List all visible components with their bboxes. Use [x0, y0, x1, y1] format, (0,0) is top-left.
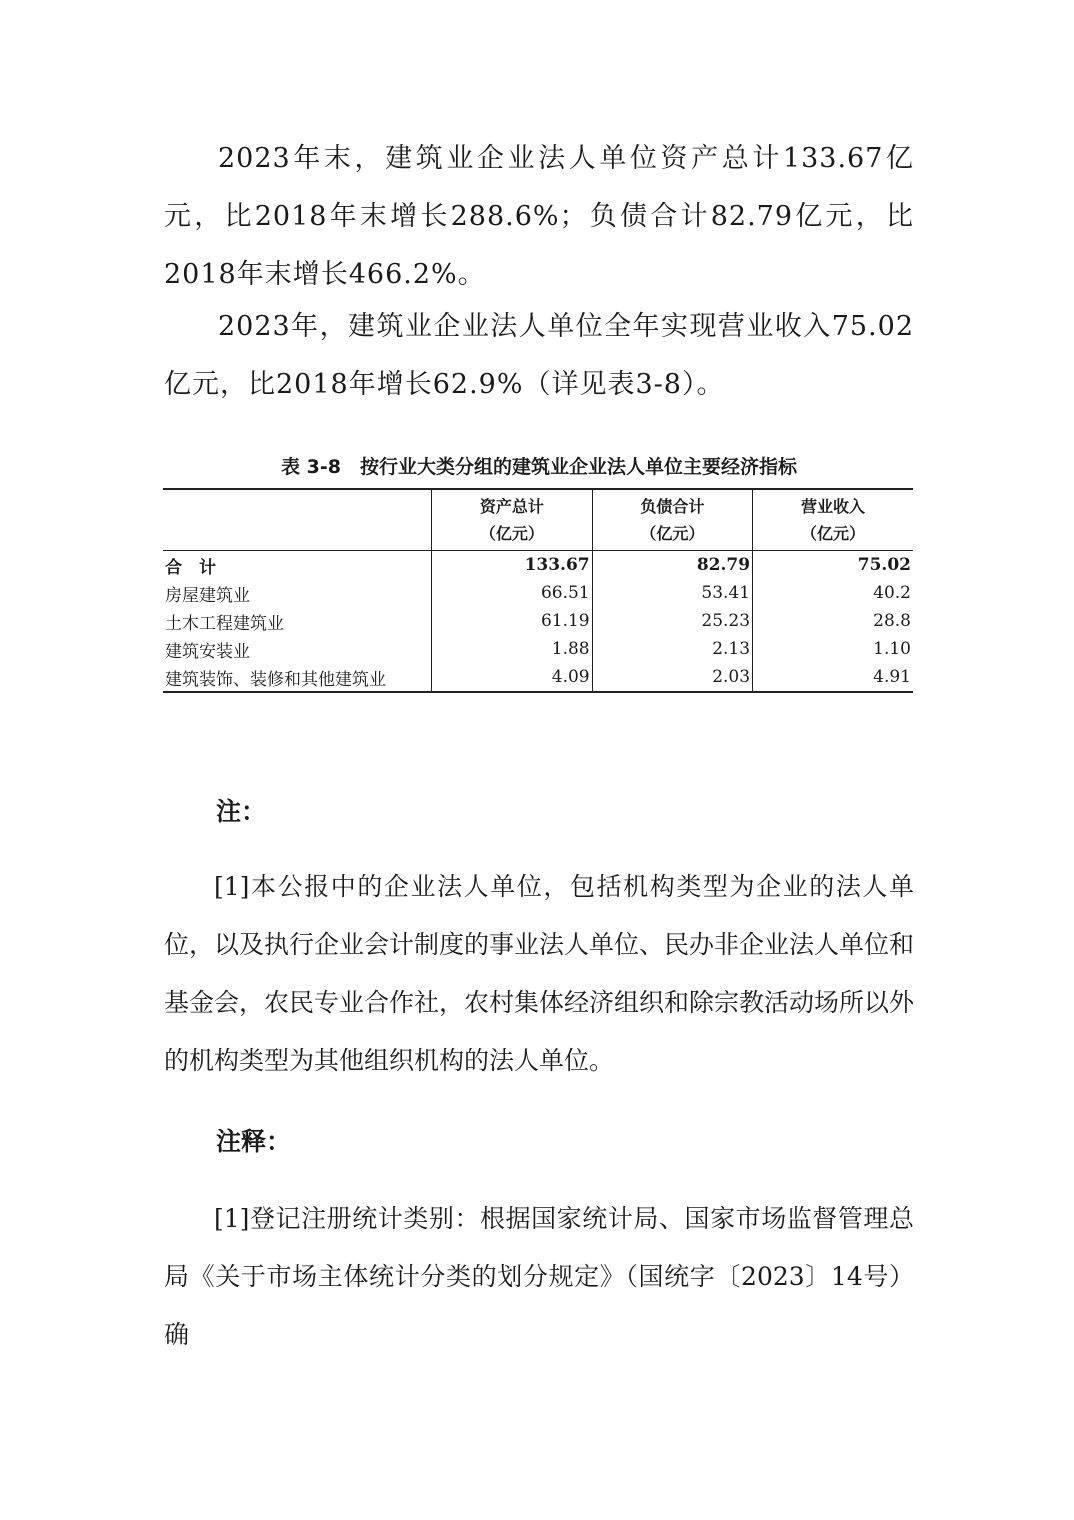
table-row-total	[163, 551, 913, 580]
explanation-item: [1]登记注册统计类别：根据国家统计局、国家市场监督管理总局《关于市场主体统计分类的划分规定》（国统字〔2023〕14号）确	[164, 1204, 914, 1349]
header-assets-unit: （亿元）	[479, 524, 544, 543]
header-assets	[432, 489, 592, 551]
table-row	[163, 635, 913, 663]
header-revenue	[753, 489, 913, 551]
row-label: 合 计	[165, 557, 216, 578]
cell-revenue: 28.8	[753, 607, 913, 635]
cell-liabilities: 25.23	[592, 607, 752, 635]
cell-assets: 66.51	[432, 579, 592, 607]
cell-revenue: 40.2	[753, 579, 913, 607]
header-assets-name: 资产总计	[479, 497, 544, 516]
table-row	[163, 663, 913, 692]
cell-assets: 1.88	[432, 635, 592, 663]
row-label: 建筑安装业	[165, 641, 250, 662]
header-liabilities-name: 负债合计	[640, 497, 705, 516]
economic-indicators-table	[163, 488, 913, 693]
header-liabilities	[592, 489, 752, 551]
header-blank-cell	[163, 489, 432, 551]
cell-liabilities: 2.13	[592, 635, 752, 663]
table-row	[163, 579, 913, 607]
cell-revenue: 4.91	[753, 663, 913, 692]
table-header-row	[163, 489, 913, 551]
cell-revenue: 75.02	[753, 551, 913, 580]
table-title: 表 3-8 按行业大类分组的建筑业企业法人单位主要经济指标	[281, 456, 797, 478]
cell-assets: 4.09	[432, 663, 592, 692]
note-item: [1]本公报中的企业法人单位，包括机构类型为企业的法人单位，以及执行企业会计制度的事业法人单位、民办非企业法人单位和基金会，农民专业合作社，农村集体经济组织和除宗教活动场所以外的机构类型为其他组织机构的法人单位。	[164, 872, 915, 1075]
cell-revenue: 1.10	[753, 635, 913, 663]
table-row	[163, 607, 913, 635]
paragraph-revenue: 2023年，建筑业企业法人单位全年实现营业收入75.02亿元，比2018年增长62.9%（详见表3-8）。	[164, 311, 914, 400]
header-revenue-unit: （亿元）	[801, 524, 866, 543]
paragraph-assets-liabilities: 2023年末，建筑业企业法人单位资产总计133.67亿元，比2018年末增长288.6%；负债合计82.79亿元，比2018年末增长466.2%。	[164, 143, 914, 290]
notes-heading: 注：	[216, 797, 267, 826]
cell-assets: 133.67	[432, 551, 592, 580]
cell-assets: 61.19	[432, 607, 592, 635]
cell-liabilities: 2.03	[592, 663, 752, 692]
header-revenue-name: 营业收入	[801, 497, 866, 516]
row-label: 建筑装饰、装修和其他建筑业	[165, 669, 386, 690]
cell-liabilities: 53.41	[592, 579, 752, 607]
cell-liabilities: 82.79	[592, 551, 752, 580]
row-label: 房屋建筑业	[165, 585, 250, 606]
header-liabilities-unit: （亿元）	[640, 524, 705, 543]
row-label: 土木工程建筑业	[165, 613, 284, 634]
explanations-heading: 注释：	[216, 1127, 292, 1156]
